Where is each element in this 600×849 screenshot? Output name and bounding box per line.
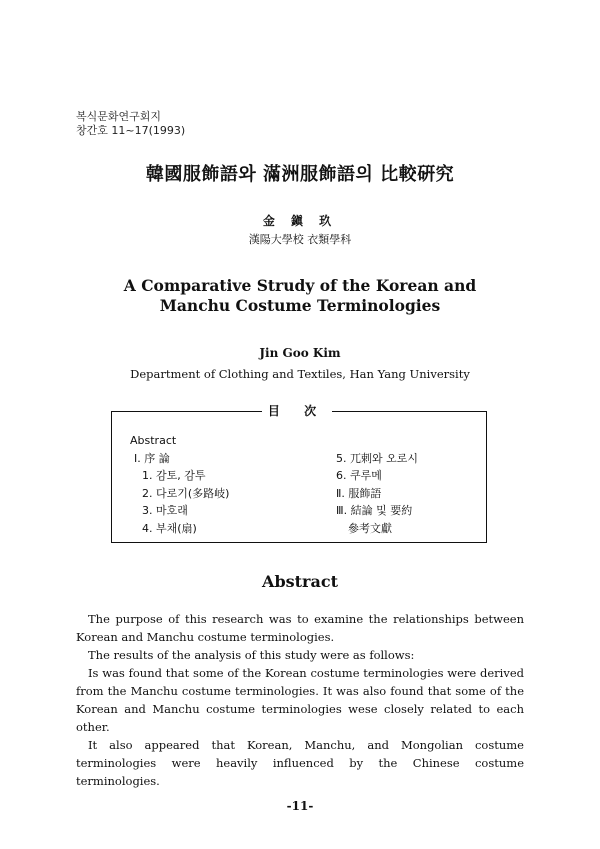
toc-item: Ⅱ. 服飾語: [336, 486, 382, 500]
abstract-body: [76, 610, 524, 790]
journal-issue: 창간호 11~17(1993): [76, 124, 186, 137]
english-author: Jin Goo Kim: [259, 346, 341, 360]
english-title-line2: Manchu Costume Terminologies: [159, 296, 441, 315]
toc-left-column: [130, 432, 229, 538]
journal-info: [76, 110, 185, 138]
abstract-paragraph: Is was found that some of the Korean costume terminologies were derived from the Manchu costume terminologies. It was also found that some of the Korean and Manchu costume terminologies wese closely related to each other.: [76, 666, 524, 734]
korean-title: 韓國服飾語와 滿洲服飾語의 比較硏究: [145, 164, 455, 185]
journal-name: 복식문화연구회지: [76, 110, 162, 123]
english-affiliation: Department of Clothing and Textiles, Han Yang University: [130, 367, 470, 381]
toc-item: 4. 부채(扇): [142, 521, 197, 535]
table-of-contents: [111, 404, 487, 543]
toc-right-column: [336, 450, 418, 538]
korean-affiliation: 漢陽大學校 衣類學科: [248, 233, 352, 246]
toc-item: 3. 마호래: [142, 504, 188, 518]
abstract-heading: Abstract: [262, 572, 338, 591]
toc-item: Ⅲ. 結論 및 要約: [336, 504, 413, 518]
abstract-paragraph: The results of the analysis of this study were as follows:: [88, 648, 415, 662]
toc-item: Abstract: [130, 434, 177, 447]
page-number: -11-: [286, 799, 314, 813]
toc-item: 2. 다로기(多路岐): [142, 486, 230, 500]
toc-item: 5. 兀剌와 오로시: [336, 451, 418, 465]
toc-item: 6. 쿠루메: [336, 469, 382, 483]
toc-item: 參考文獻: [348, 521, 392, 535]
english-title-line1: A Comparative Strudy of the Korean and: [123, 276, 477, 295]
abstract-paragraph: It also appeared that Korean, Manchu, and Mongolian costume terminologies were heavily influenced by the Chinese costume terminologies.: [76, 738, 524, 788]
abstract-paragraph: The purpose of this research was to examine the relationships between Korean and Manchu costume terminologies.: [76, 612, 524, 644]
toc-item: 1. 감토, 감투: [142, 469, 206, 483]
toc-heading: 目 次: [262, 402, 332, 419]
toc-item: Ⅰ. 序 論: [134, 451, 170, 465]
english-title: [0, 276, 600, 316]
korean-author: 金 鎭 玖: [262, 214, 338, 228]
